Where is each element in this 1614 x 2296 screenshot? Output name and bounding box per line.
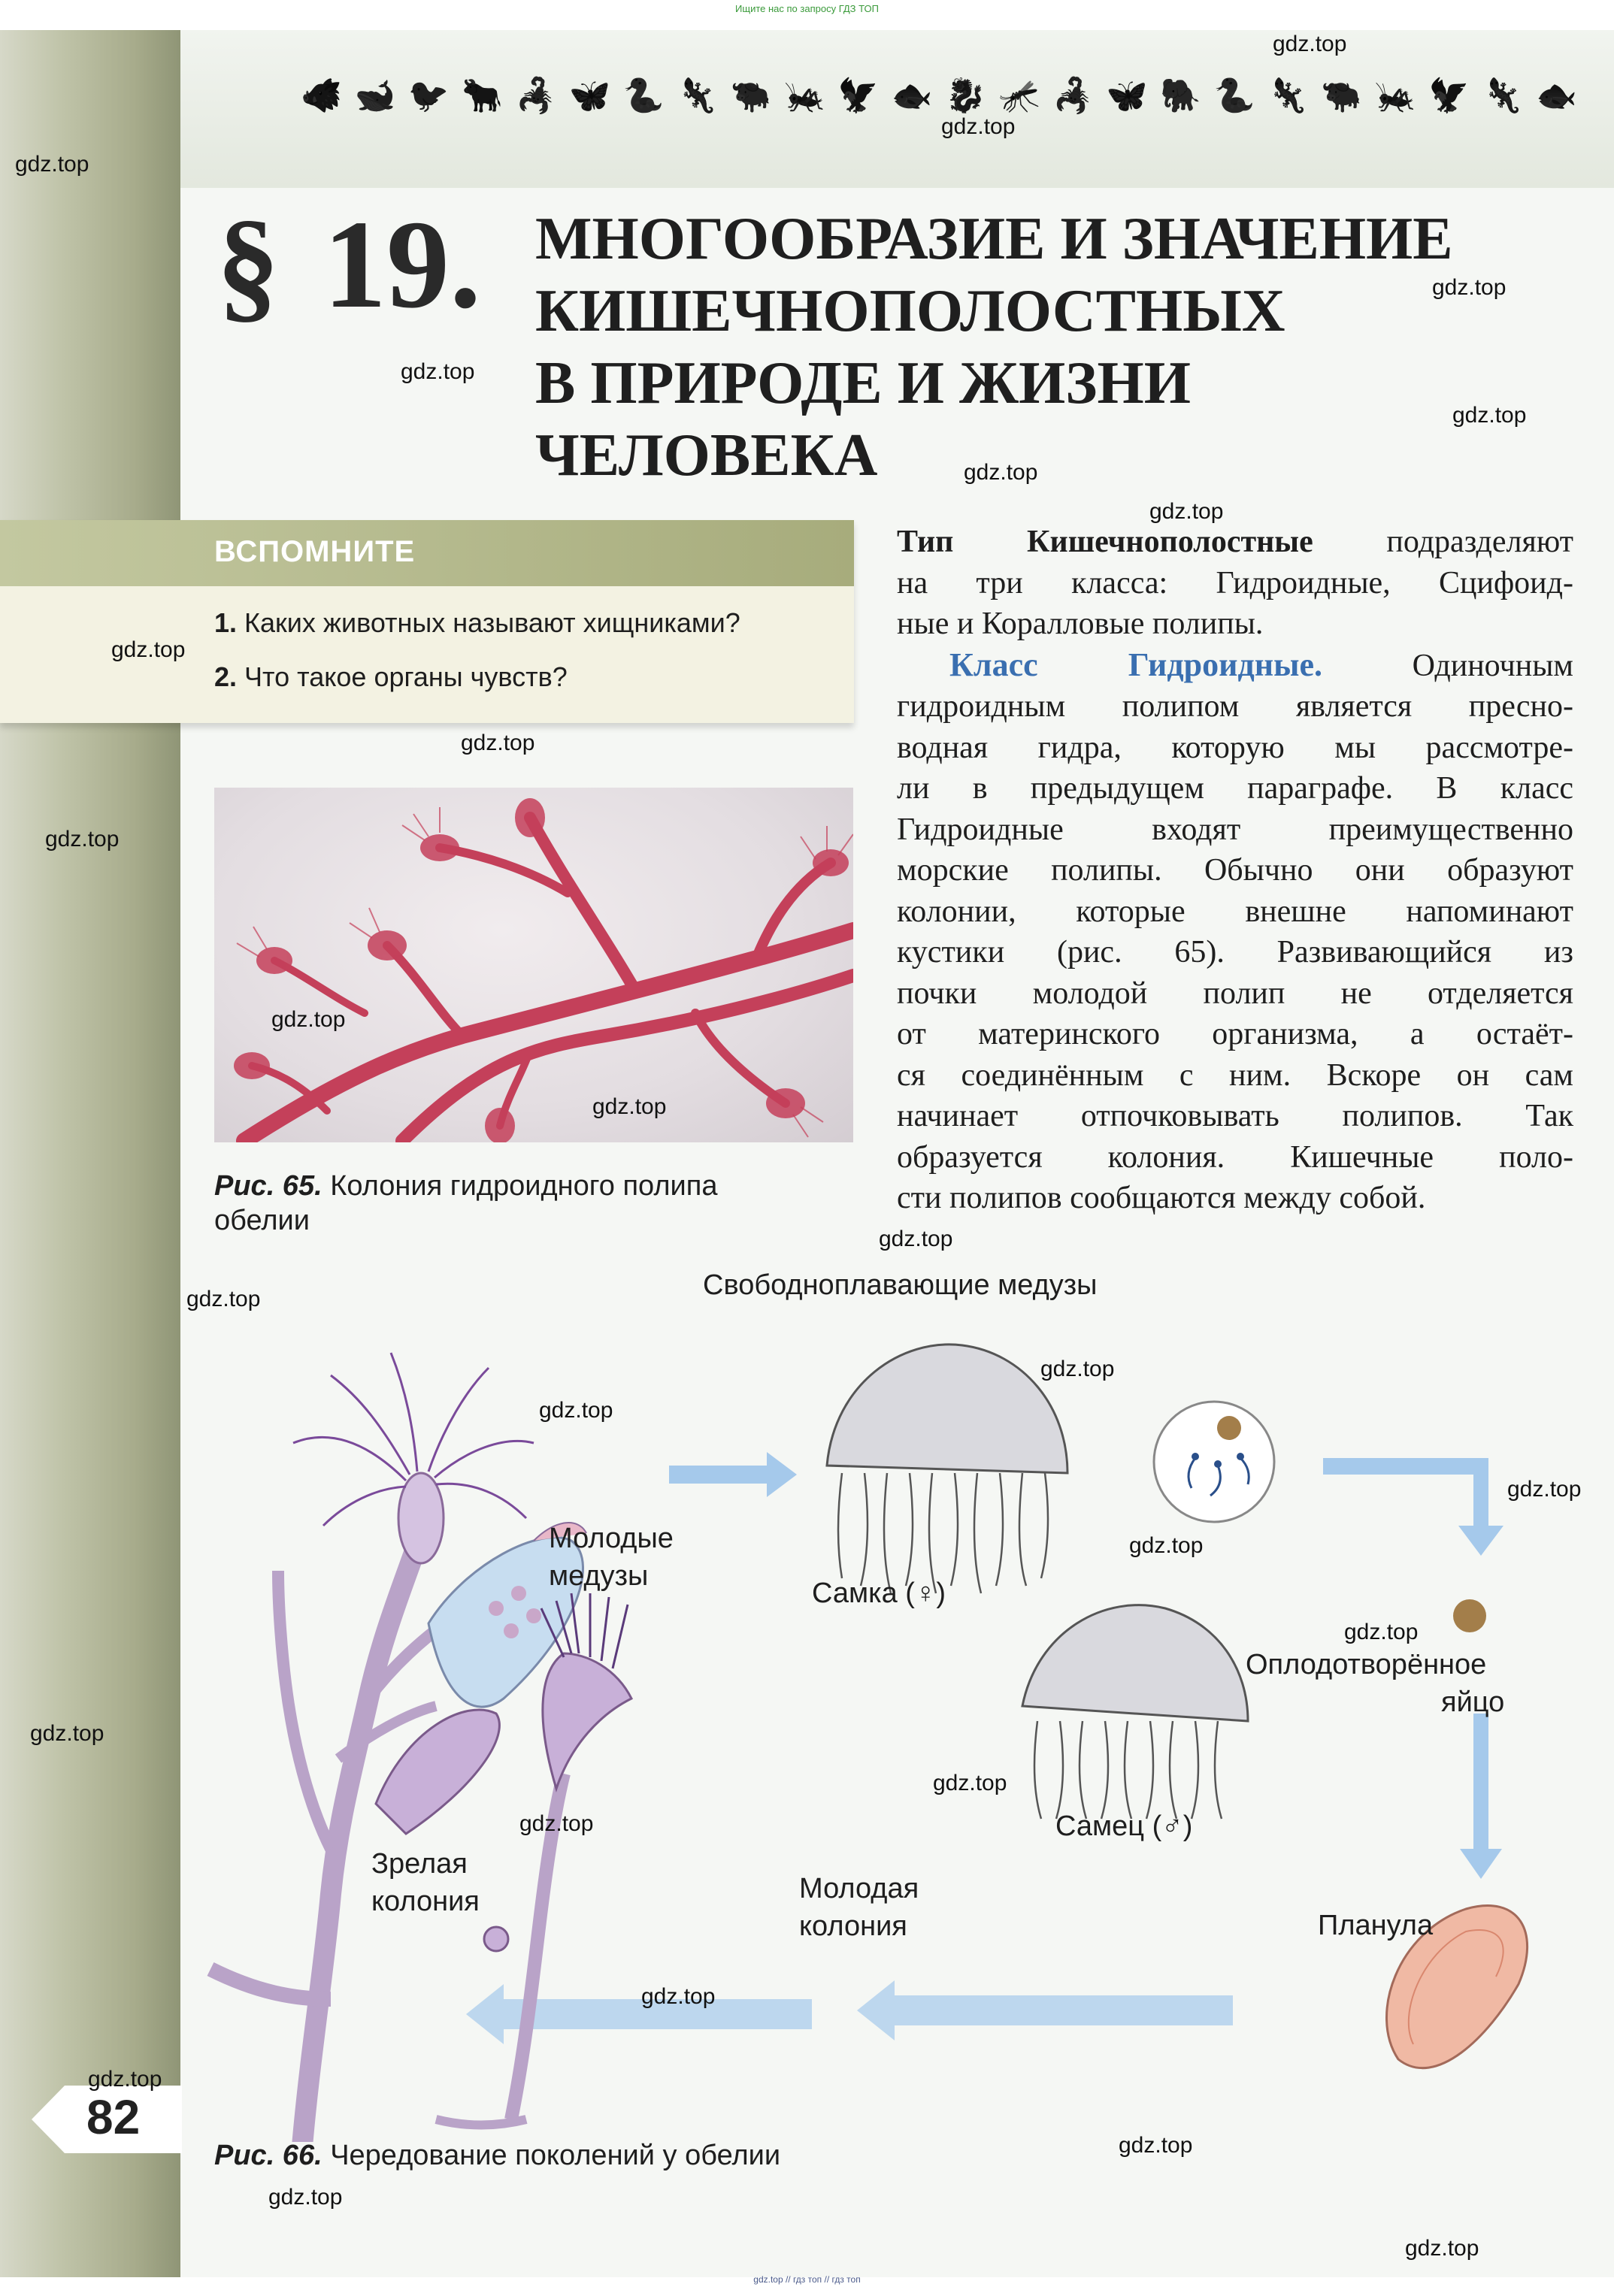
label-male: Самец (♂) bbox=[1055, 1810, 1193, 1842]
paragraph-mark: § bbox=[217, 195, 280, 334]
fertilized-egg bbox=[1453, 1599, 1486, 1632]
animal-silhouette-icon: 🐂 bbox=[462, 77, 505, 115]
page-spine bbox=[0, 30, 180, 2277]
watermark: gdz.top bbox=[1040, 1357, 1115, 1381]
watermark: gdz.top bbox=[401, 359, 475, 384]
body-line: сти полипов сообщаются между собой. bbox=[897, 1181, 1426, 1215]
obelia-colony-photo bbox=[214, 788, 853, 1142]
body-fragment: Одиночным bbox=[1322, 648, 1573, 683]
label-line: Зрелая bbox=[371, 1848, 468, 1880]
watermark: gdz.top bbox=[1452, 403, 1527, 428]
label-fertilized-egg bbox=[1246, 1646, 1504, 1721]
page-title bbox=[535, 203, 1573, 492]
watermark: gdz.top bbox=[15, 152, 89, 177]
watermark: gdz.top bbox=[1149, 499, 1224, 524]
animal-silhouette-icon: 🐋 bbox=[354, 77, 398, 115]
watermark: gdz.top bbox=[1507, 1477, 1582, 1502]
watermark: gdz.top bbox=[519, 1811, 594, 1836]
animal-silhouette-icon: 🦟 bbox=[998, 77, 1042, 115]
label-line: колония bbox=[371, 1886, 480, 1917]
animal-silhouette-icon: 🐘 bbox=[1160, 77, 1203, 115]
top-hint: Ищите нас по запросу ГДЗ ТОП bbox=[735, 3, 879, 14]
body-line: начинает отпочковывать полипов. Так bbox=[897, 1099, 1573, 1133]
question-number: 1. bbox=[214, 607, 238, 638]
watermark: gdz.top bbox=[941, 114, 1016, 139]
animal-silhouette-icon: 🐍 bbox=[1213, 77, 1257, 115]
animal-silhouette-icon: 🦂 bbox=[1052, 77, 1095, 115]
body-text bbox=[897, 522, 1573, 1219]
female-medusa bbox=[827, 1345, 1067, 1593]
body-line: ли в предыдущем параграфе. В класс bbox=[897, 771, 1573, 806]
label-line: Молодые bbox=[549, 1523, 674, 1554]
remind-question bbox=[214, 661, 568, 693]
body-line: ные и Коралловые полипы. bbox=[897, 607, 1264, 641]
bottom-hint: gdz.top // гдз топ // гдз топ bbox=[753, 2274, 861, 2285]
body-line: Гидроидные входят преимущественно bbox=[897, 812, 1573, 847]
label-line: Оплодотворённое bbox=[1246, 1649, 1487, 1680]
body-line: на три класса: Гидроидные, Сцифоид- bbox=[897, 565, 1573, 600]
fertilization-inset bbox=[1154, 1402, 1274, 1522]
watermark: gdz.top bbox=[1344, 1620, 1419, 1644]
caption-text: обелии bbox=[214, 1205, 310, 1236]
title-line: В ПРИРОДЕ И ЖИЗНИ bbox=[535, 350, 1191, 416]
label-mature-colony bbox=[371, 1845, 480, 1920]
watermark: gdz.top bbox=[1432, 275, 1507, 300]
animal-silhouette-icon: 🦅 bbox=[1428, 77, 1471, 115]
watermark: gdz.top bbox=[461, 731, 535, 755]
polyp-hydranth bbox=[293, 1353, 534, 1563]
remind-heading: ВСПОМНИТЕ bbox=[214, 535, 416, 568]
body-line: колонии, которые внешне напоминают bbox=[897, 894, 1573, 929]
animal-silhouette-icon: 🦅 bbox=[837, 77, 881, 115]
watermark: gdz.top bbox=[271, 1007, 346, 1032]
animal-silhouette-icon: 🦎 bbox=[677, 77, 719, 115]
watermark: gdz.top bbox=[30, 1721, 104, 1746]
animal-silhouette-icon: 🐍 bbox=[622, 77, 666, 115]
animal-silhouette-icon: 🦋 bbox=[569, 77, 612, 115]
caption-text: Чередование поколений у обелии bbox=[322, 2140, 781, 2171]
watermark: gdz.top bbox=[111, 637, 186, 662]
watermark: gdz.top bbox=[933, 1771, 1007, 1795]
animal-silhouette-icon: 🦗 bbox=[783, 77, 827, 115]
animal-silhouette-icon: 🐃 bbox=[1321, 77, 1364, 115]
figure-65-caption bbox=[214, 1169, 853, 1238]
label-female: Самка (♀) bbox=[812, 1578, 946, 1609]
animal-silhouette-icon: 🦎 bbox=[1482, 77, 1525, 115]
animal-silhouette-icon: 🐟 bbox=[1536, 77, 1579, 115]
title-line: ЧЕЛОВЕКА bbox=[535, 422, 878, 489]
animal-silhouette-icon: 🐦 bbox=[407, 77, 451, 115]
watermark: gdz.top bbox=[45, 827, 120, 852]
label-line: яйцо bbox=[1441, 1686, 1505, 1718]
watermark: gdz.top bbox=[592, 1094, 667, 1119]
animal-silhouette-icon: 🦎 bbox=[1267, 77, 1310, 115]
body-fragment: подразделяют bbox=[1313, 525, 1573, 559]
label-line: Молодая bbox=[799, 1873, 919, 1904]
watermark: gdz.top bbox=[641, 1984, 716, 2009]
question-number: 2. bbox=[214, 661, 238, 692]
animal-silhouette-icon: 🦋 bbox=[1106, 77, 1149, 115]
label-line: медузы bbox=[549, 1560, 649, 1592]
animal-silhouette-icon: 🐃 bbox=[730, 77, 774, 115]
animal-silhouette-icon: 🐗 bbox=[301, 77, 344, 115]
body-line: морские полипы. Обычно они образуют bbox=[897, 853, 1573, 888]
animal-silhouette-icon: 🐟 bbox=[891, 77, 934, 115]
label-planula: Планула bbox=[1318, 1910, 1434, 1941]
body-line: водная гидра, которую мы рассмотре- bbox=[897, 730, 1573, 765]
watermark: gdz.top bbox=[964, 460, 1038, 485]
caption-text: Колония гидроидного полипа bbox=[322, 1170, 718, 1202]
body-line: гидроидным полипом является пресно- bbox=[897, 689, 1573, 724]
bold-term: Тип Кишечнополостные bbox=[897, 525, 1313, 559]
animal-silhouette-icon: 🦗 bbox=[1374, 77, 1418, 115]
watermark: gdz.top bbox=[88, 2067, 162, 2092]
class-heading: Класс Гидроидные. bbox=[949, 646, 1322, 683]
label-free-medusae: Свободноплавающие медузы bbox=[703, 1269, 1098, 1301]
remind-header bbox=[0, 520, 854, 586]
question-text: Что такое органы чувств? bbox=[244, 661, 568, 692]
watermark: gdz.top bbox=[1405, 2236, 1479, 2261]
male-medusa bbox=[1022, 1605, 1248, 1819]
body-line: почки молодой полип не отделяется bbox=[897, 976, 1573, 1011]
remind-question bbox=[214, 607, 740, 639]
body-line bbox=[897, 645, 1573, 687]
paragraph-number: 19. bbox=[323, 195, 481, 334]
figure-label: Рис. 65. bbox=[214, 1170, 322, 1202]
watermark: gdz.top bbox=[1129, 1533, 1204, 1558]
watermark: gdz.top bbox=[186, 1287, 261, 1311]
label-young-medusae bbox=[549, 1520, 674, 1595]
question-text: Каких животных называют хищниками? bbox=[244, 607, 740, 638]
body-line: от материнского организма, а остаёт- bbox=[897, 1017, 1573, 1051]
animal-silhouette-strip bbox=[301, 69, 1579, 122]
figure-label: Рис. 66. bbox=[214, 2140, 322, 2171]
animal-silhouette-icon: 🐉 bbox=[945, 77, 989, 115]
title-line: КИШЕЧНОПОЛОСТНЫХ bbox=[535, 278, 1285, 344]
watermark: gdz.top bbox=[1119, 2133, 1193, 2158]
label-line: колония bbox=[799, 1910, 907, 1942]
label-young-colony bbox=[799, 1870, 919, 1945]
body-line bbox=[897, 522, 1573, 563]
watermark: gdz.top bbox=[539, 1398, 613, 1423]
title-line: МНОГООБРАЗИЕ И ЗНАЧЕНИЕ bbox=[535, 206, 1453, 272]
obelia-colony-illustration bbox=[214, 788, 853, 1142]
body-line: образуется колония. Кишечные поло- bbox=[897, 1139, 1573, 1175]
figure-66-caption bbox=[214, 2138, 780, 2173]
watermark: gdz.top bbox=[268, 2185, 343, 2210]
animal-silhouette-icon: 🦂 bbox=[515, 77, 559, 115]
watermark: gdz.top bbox=[1273, 32, 1347, 56]
body-line: ся соединённым с ним. Вскоре он сам bbox=[897, 1057, 1573, 1093]
body-line: кустики (рис. 65). Развивающийся из bbox=[897, 935, 1573, 970]
page-number: 82 bbox=[86, 2090, 141, 2144]
watermark: gdz.top bbox=[879, 1227, 953, 1251]
